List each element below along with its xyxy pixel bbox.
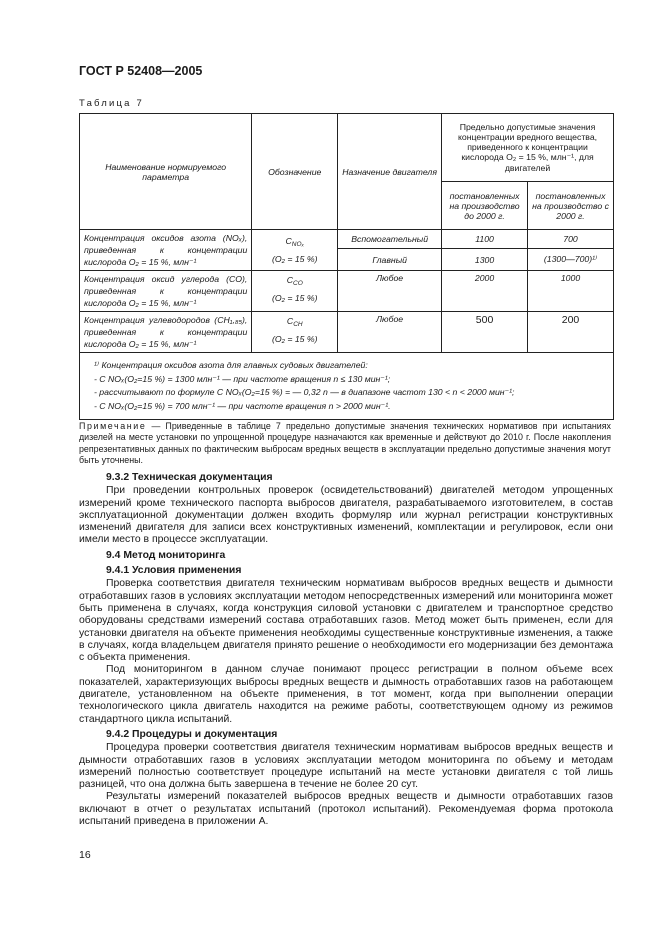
row-nox-symbol: $C_{NO_x}$ (O₂ = 15 %) — [252, 230, 338, 271]
footnote-line: - C NOₓ(O₂=15 %) = 700 млн⁻¹ — при частоте вращения n > 2000 мин⁻¹. — [94, 400, 391, 411]
note-text: — Приведенные в таблице 7 предельно допустимые значения технических нормативов при испытаниях дизелей на месте установки по упрощенной процедуре назначаются как временные и действуют до 2010 г. После накопления репрезентативных данных по фактическим выбросам вредных веществ в эксплуатации предельно допустимые значения могут быть уточнены. — [79, 421, 611, 465]
table-note — [79, 421, 611, 466]
row-nox-main-before-2000: 1300 — [442, 249, 528, 271]
row-nox-main-since-2000: (1300—700)¹⁾ — [528, 249, 614, 271]
row-nox-aux-since-2000: 700 — [528, 230, 614, 249]
paragraph: Под мониторингом в данном случае понимают процесс регистрации в полном объеме всех показателей, характеризующих выбросы вредных веществ и дымность отработавших газов на работающем двигателе, установленном на объекте применения, в тот момент, когда при выполнении операции технологического цикла двигатель находится на режиме работы, соответствующем одному из режимов стандартного цикла испытаний. — [79, 664, 613, 725]
header-before-2000: постановленных на производство до 2000 г. — [442, 182, 528, 230]
paragraph: Проверка соответствия двигателя техническим нормативам выбросов вредных веществ и дымности отработавших газов в условиях эксплуатации методом непосредственных измерений или мониторинга может быть применена в случаях, когда конструкция силовой установки с двигателем и транспортное средство оборудованы средствами измерений состава отработавших газов. Метод может быть применен, если для установки двигателя на объекте применения необходимы существенные конструктивные изменения, а также в случаях, когда владельцем двигателя принято решение о необходимости его модернизации без демонтажа с объекта применения. — [79, 578, 613, 664]
header-param: Наименование нормируемого параметра — [80, 114, 252, 230]
header-symbol: Обозначение — [252, 114, 338, 230]
row-ch-since-2000: 200 — [528, 312, 614, 353]
row-ch-symbol: $C_{CH}$ (O₂ = 15 %) — [252, 312, 338, 353]
document-header: ГОСТ Р 52408—2005 — [79, 64, 203, 78]
header-limits: Предельно допустимые значения концентрации вредного вещества, приведенного к концентрации кислорода O₂ = 15 %, млн⁻¹, для двигателей — [442, 114, 614, 182]
row-ch-before-2000: 500 — [442, 312, 528, 353]
section-heading: 9.4.2 Процедуры и документация — [106, 728, 278, 740]
section-heading: 9.3.2 Техническая документация — [106, 472, 273, 483]
row-nox-engine-main: Главный — [338, 249, 442, 271]
row-nox-param: Концентрация оксидов азота (NOₓ), приведенная к концентрации кислорода O₂ = 15 %, млн⁻¹ — [80, 230, 252, 271]
paragraph: При проведении контрольных проверок (освидетельствований) двигателей методом упрощенных измерений кроме технического паспорта выбросов двигателя, разрабатываемого изготовителем, в состав эксплуатационной документации должен входить формуляр или журнал регистрации конструктивных изменений двигателя для записи всех конструктивных изменений, комплектации и регулировок, если они имели место в процессе эксплуатации. — [79, 485, 613, 546]
footnote-line: - рассчитывают по формуле C NOₓ(O₂=15 %) = — 0,32 n — в диапазоне частот 130 < n < 2000 мин⁻¹; — [94, 387, 515, 397]
row-co-since-2000: 1000 — [528, 271, 614, 312]
paragraph: Результаты измерений показателей выбросов вредных веществ и дымности отработавших газов включают в отчет о результатах испытаний (протокол испытаний). Рекомендуемая форма протокола испытаний приведена в приложении А. — [79, 791, 613, 828]
page-number: 16 — [79, 849, 91, 861]
header-engine: Назначение двигателя — [338, 114, 442, 230]
row-co-param: Концентрация оксид углерода (CO), приведенная к концентрации кислорода O₂ = 15 %, млн⁻¹ — [80, 271, 252, 312]
body-text — [79, 469, 613, 828]
paragraph: Процедура проверки соответствия двигателя техническим нормативам выбросов вредных веществ и дымности отработавших газов в условиях эксплуатации методом мониторинга по объему и методам измерений полностью соответствует процедуре испытаний на месте установки двигателя с той лишь разницей, что она должна быть завершена в течение не более 20 сут. — [79, 742, 613, 791]
row-co-before-2000: 2000 — [442, 271, 528, 312]
table-footnote — [80, 353, 614, 420]
section-heading: 9.4.1 Условия применения — [106, 565, 242, 577]
header-since-2000: постановленных на производство с 2000 г. — [528, 182, 614, 230]
row-nox-aux-before-2000: 1100 — [442, 230, 528, 249]
row-co-symbol: $C_{CO}$ (O₂ = 15 %) — [252, 271, 338, 312]
row-nox-engine-aux: Вспомогательный — [338, 230, 442, 249]
section-heading: 9.4 Метод мониторинга — [106, 549, 226, 561]
footnote-title: ¹⁾ Концентрация оксидов азота для главных судовых двигателей: — [94, 360, 368, 370]
row-ch-param: Концентрация углеводородов (CH₁,₈₅), приведенная к концентрации кислорода O₂ = 15 %, млн⁻¹ — [80, 312, 252, 353]
table-caption: Таблица 7 — [79, 98, 144, 109]
row-ch-engine: Любое — [338, 312, 442, 353]
note-label: Примечание — [79, 421, 147, 431]
footnote-line: - C NOₓ(O₂=15 %) = 1300 млн⁻¹ — при частоте вращения n ≤ 130 мин⁻¹; — [94, 373, 391, 384]
row-co-engine: Любое — [338, 271, 442, 312]
limits-table — [79, 113, 614, 420]
